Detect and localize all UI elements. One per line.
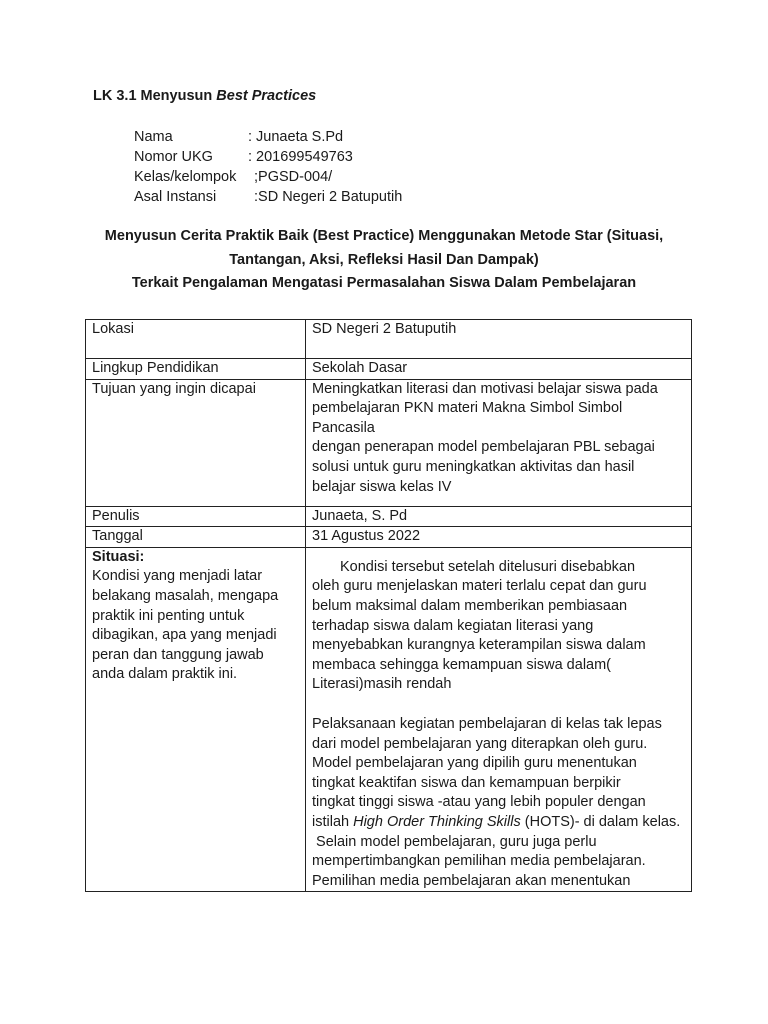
heading-line: Tantangan, Aksi, Refleksi Hasil Dan Dampak) xyxy=(229,251,539,268)
text-line: praktik ini penting untuk xyxy=(92,607,245,624)
text-line-hots xyxy=(312,813,685,833)
text-line: oleh guru menjelaskan materi terlalu cepat dan guru xyxy=(312,578,647,595)
text-line: tingkat tinggi siswa -atau yang lebih populer dengan xyxy=(312,794,646,811)
cell-value-situasi xyxy=(306,547,692,892)
text-line: belajar siswa kelas IV xyxy=(312,478,452,495)
identity-value: : 201699549763 xyxy=(248,149,353,165)
identity-block xyxy=(134,127,402,207)
text-line: Kondisi tersebut setelah ditelusuri disebabkan xyxy=(340,558,636,575)
cell-value: 31 Agustus 2022 xyxy=(306,527,692,548)
text-line: Meningkatkan literasi dan motivasi belajar siswa pada xyxy=(312,380,658,397)
identity-value: ;PGSD-004/ xyxy=(254,169,333,185)
text-line: belakang masalah, mengapa xyxy=(92,587,279,604)
identity-label: Nama xyxy=(134,129,173,145)
identity-row-instansi xyxy=(134,187,402,207)
text-line: pembelajaran PKN materi Makna Simbol Simbol xyxy=(312,400,623,417)
cell-label: Tujuan yang ingin dicapai xyxy=(86,379,306,506)
page-title-italic: Best Practices xyxy=(216,88,317,104)
identity-label: Nomor UKG xyxy=(134,149,213,165)
identity-value: :SD Negeri 2 Batuputih xyxy=(254,189,403,205)
text-span: (HOTS)- di dalam kelas. xyxy=(520,813,681,830)
table-row-lokasi xyxy=(86,320,692,359)
text-line: mempertimbangkan pemilihan media pembelajaran. xyxy=(312,853,646,870)
cell-label: Lokasi xyxy=(86,320,306,359)
paragraph-gap xyxy=(312,695,685,715)
situasi-label: Situasi: xyxy=(92,548,145,565)
text-line: Model pembelajaran yang dipilih guru menentukan xyxy=(312,755,637,772)
cell-label-situasi xyxy=(86,547,306,892)
cell-value-tujuan xyxy=(306,379,692,506)
text-line: dibagikan, apa yang menjadi xyxy=(92,627,277,644)
text-line: Pelaksanaan kegiatan pembelajaran di kelas tak lepas xyxy=(312,715,662,732)
cell-label: Tanggal xyxy=(86,527,306,548)
section-heading xyxy=(60,225,708,296)
text-line: Literasi)masih rendah xyxy=(312,676,452,693)
text-line: Kondisi yang menjadi latar xyxy=(92,568,263,585)
text-line: Selain model pembelajaran, guru juga perlu xyxy=(312,833,597,850)
page-title-text: LK 3.1 Menyusun xyxy=(93,88,217,104)
cell-value: Sekolah Dasar xyxy=(306,359,692,380)
text-line: Pancasila xyxy=(312,419,375,436)
table-row-penulis xyxy=(86,506,692,527)
text-line: peran dan tanggung jawab xyxy=(92,646,264,663)
text-line: Pemilihan media pembelajaran akan menentukan xyxy=(312,872,631,889)
cell-label: Lingkup Pendidikan xyxy=(86,359,306,380)
text-line: menyebabkan kurangnya keterampilan siswa dalam xyxy=(312,637,646,654)
identity-value: : Junaeta S.Pd xyxy=(248,129,344,145)
table-row-tanggal xyxy=(86,527,692,548)
text-line: terhadap siswa dalam kegiatan literasi yang xyxy=(312,617,594,634)
identity-row-nama xyxy=(134,127,402,147)
identity-row-nomor-ukg xyxy=(134,147,402,167)
text-line: membaca sehingga kemampuan siswa dalam( xyxy=(312,656,612,673)
text-line: dari model pembelajaran yang diterapkan oleh guru. xyxy=(312,735,648,752)
table-row-tujuan xyxy=(86,379,692,506)
text-line: belum maksimal dalam memberikan pembiasaan xyxy=(312,597,628,614)
text-line: anda dalam praktik ini. xyxy=(92,666,238,683)
cell-value: SD Negeri 2 Batuputih xyxy=(306,320,692,359)
cell-label: Penulis xyxy=(86,506,306,527)
table-row-lingkup xyxy=(86,359,692,380)
identity-label: Kelas/kelompok xyxy=(134,169,237,185)
table-row-situasi xyxy=(86,547,692,892)
text-span: istilah xyxy=(312,813,354,830)
best-practice-table xyxy=(85,319,692,892)
text-line: solusi untuk guru meningkatkan aktivitas dan hasil xyxy=(312,458,635,475)
text-italic: High Order Thinking Skills xyxy=(353,813,521,830)
text-line: tingkat keaktifan siswa dan kemampuan berpikir xyxy=(312,774,621,791)
page-title xyxy=(93,88,316,104)
cell-value: Junaeta, S. Pd xyxy=(306,506,692,527)
heading-line: Menyusun Cerita Praktik Baik (Best Practice) Menggunakan Metode Star (Situasi, xyxy=(104,228,664,244)
identity-label: Asal Instansi xyxy=(134,189,217,205)
text-line: dengan penerapan model pembelajaran PBL sebagai xyxy=(312,439,655,456)
heading-line: Terkait Pengalaman Mengatasi Permasalahan Siswa Dalam Pembelajaran xyxy=(131,275,637,291)
identity-row-kelas xyxy=(134,167,402,187)
